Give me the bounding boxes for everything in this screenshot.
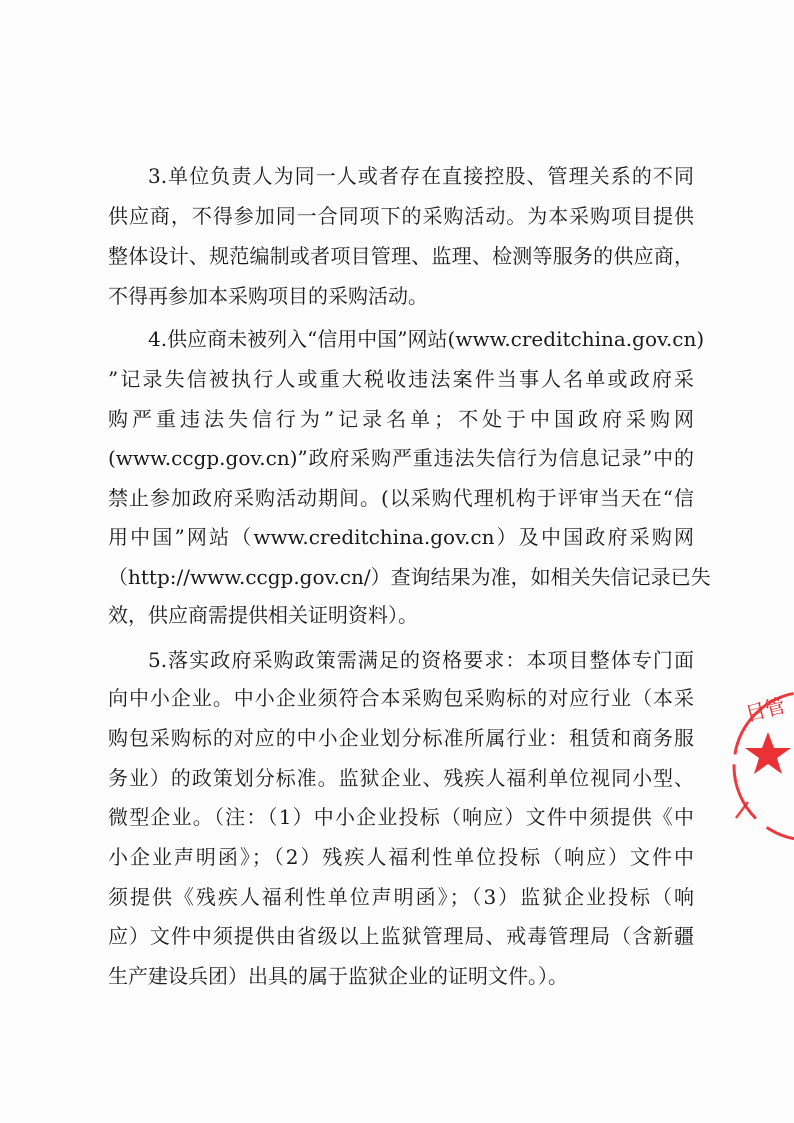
paragraph-3-line-3: 整体设计、规范编制或者项目管理、监理、检测等服务的供应商，	[108, 244, 694, 268]
paragraph-3-line-4: 不得再参加本采购项目的采购活动。	[108, 284, 428, 308]
paragraph-3-line-1: 3.单位负责人为同一人或者存在直接控股、管理关系的不同	[148, 164, 694, 188]
paragraph-5-line-9: 生产建设兵团）出具的属于监狱企业的证明文件。）。	[108, 964, 568, 988]
paragraph-5-line-7: 须提供《残疾人福利性单位声明函》；（3）监狱企业投标（响	[108, 885, 694, 909]
paragraph-5-line-8: 应）文件中须提供由省级以上监狱管理局、戒毒管理局（含新疆	[108, 924, 694, 948]
paragraph-5-line-1: 5.落实政府采购政策需满足的资格要求：本项目整体专门面	[148, 648, 694, 672]
paragraph-4-line-5: 禁止参加政府采购活动期间。(以采购代理机构于评审当天在“信	[108, 486, 694, 510]
paragraph-4-line-1: 4.供应商未被列入“信用中国”网站(www.creditchina.gov.cn)	[148, 327, 705, 351]
paragraph-4-line-3: 购严重违法失信行为”记录名单；不处于中国政府采购网	[108, 407, 694, 431]
paragraph-4-line-6: 用中国”网站（www.creditchina.gov.cn）及中国政府采购网	[108, 525, 694, 549]
paragraph-4-line-7: （http://www.ccgp.gov.cn/）查询结果为准，如相关失信记录已失	[108, 565, 711, 589]
official-seal-stamp	[728, 686, 794, 846]
paragraph-5-line-5: 微型企业。（注：（1）中小企业投标（响应）文件中须提供《中	[108, 805, 694, 829]
paragraph-5-line-4: 务业）的政策划分标准。监狱企业、残疾人福利单位视同小型、	[108, 766, 694, 790]
paragraph-4-line-2: ”记录失信被执行人或重大税收违法案件当事人名单或政府采	[108, 367, 694, 391]
paragraph-4-line-8: 效，供应商需提供相关证明资料）。	[108, 603, 418, 627]
paragraph-3-line-2: 供应商，不得参加同一合同项下的采购活动。为本采购项目提供	[108, 204, 694, 228]
paragraph-5-line-6: 小企业声明函》；（2）残疾人福利性单位投标（响应）文件中	[108, 845, 694, 869]
paragraph-5-line-2: 向中小企业。中小企业须符合本采购包采购标的对应行业（本采	[108, 686, 694, 710]
paragraph-5-line-3: 购包采购标的对应的中小企业划分标准所属行业：租赁和商务服	[108, 726, 694, 750]
seal-text: 目管	[743, 693, 788, 727]
seal-star-icon	[745, 732, 791, 774]
paragraph-4-line-4: (www.ccgp.gov.cn)”政府采购严重违法失信行为信息记录”中的	[108, 446, 694, 470]
